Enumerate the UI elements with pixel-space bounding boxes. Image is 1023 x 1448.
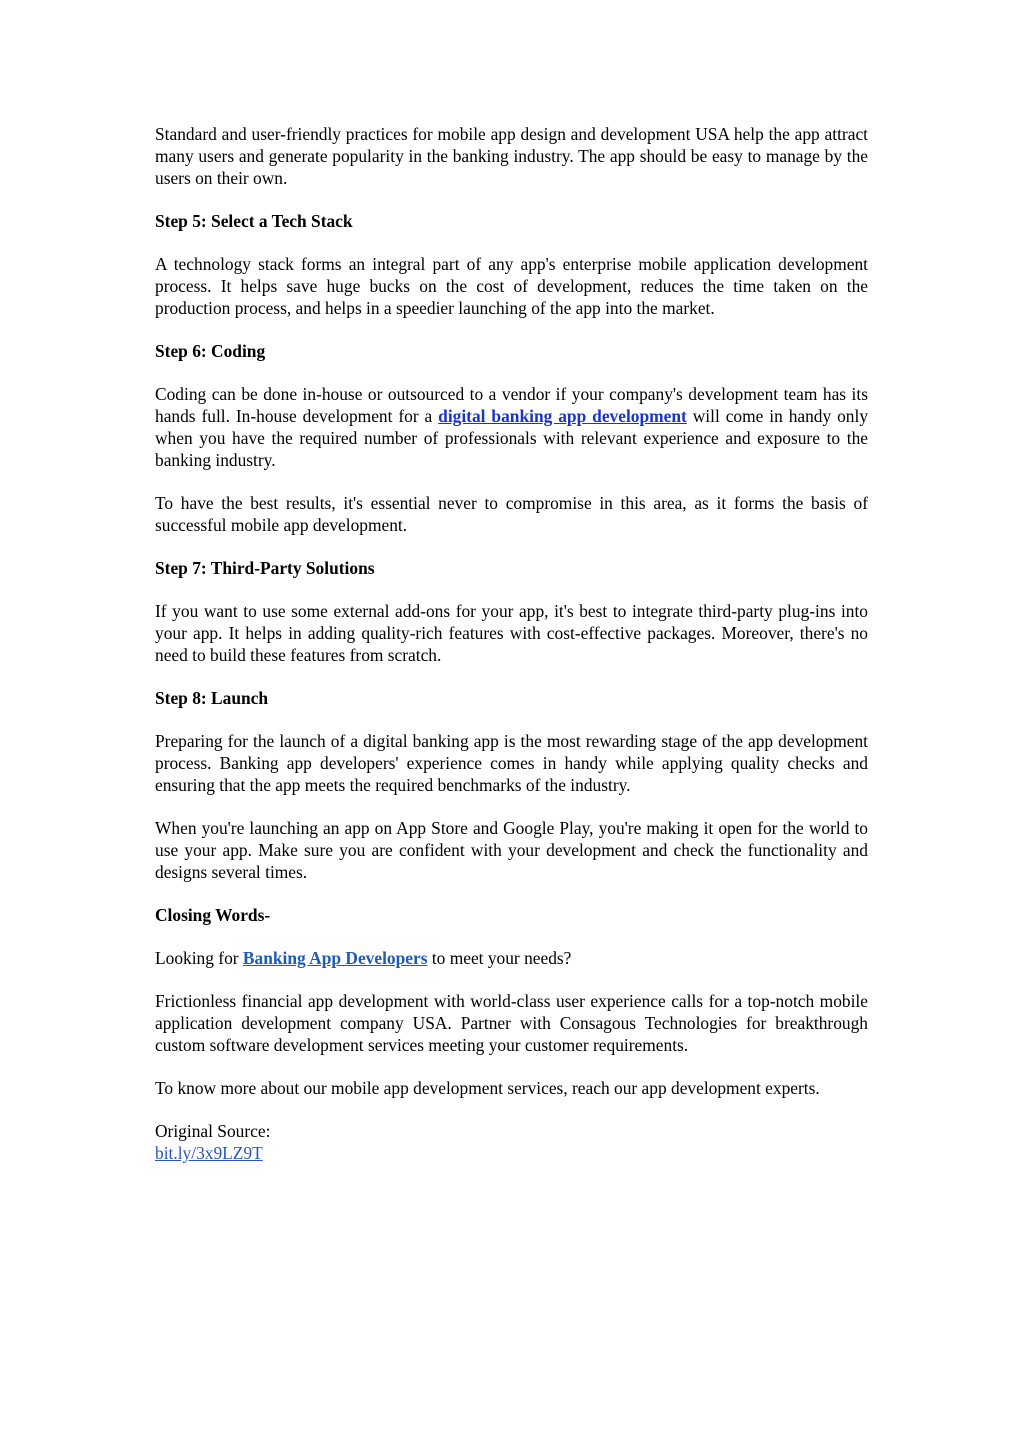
banking-app-developers-link[interactable]: Banking App Developers <box>242 948 428 968</box>
step7-heading: Step 7: Third-Party Solutions <box>155 558 375 578</box>
step6-paragraph-2: To have the best results, it's essential never to compromise in this area, as it forms the basis of successful mobile app development. <box>155 493 868 535</box>
document-page <box>155 123 868 1164</box>
source-link-line <box>155 1142 868 1164</box>
step8-paragraph-1: Preparing for the launch of a digital banking app is the most rewarding stage of the app development process. Banking app developers' experience comes in handy while applying quality checks and ensuring that the app meets the required benchmarks of the industry. <box>155 731 868 795</box>
intro-paragraph: Standard and user-friendly practices for mobile app design and development USA help the app attract many users and generate popularity in the banking industry. The app should be easy to manage by the users on their own. <box>155 124 868 188</box>
step8-heading: Step 8: Launch <box>155 688 269 708</box>
looking-text-before-link: Looking for <box>155 948 243 968</box>
closing-paragraph-1: Frictionless financial app development with world-class user experience calls for a top-notch mobile application development company USA. Partner with Consagous Technologies for breakthrough custom software development services meeting your customer requirements. <box>155 991 868 1055</box>
step5-heading: Step 5: Select a Tech Stack <box>155 211 353 231</box>
step5-paragraph: A technology stack forms an integral part of any app's enterprise mobile application development process. It helps save huge bucks on the cost of development, reduces the time taken on the production process, and helps in a speedier launching of the app into the market. <box>155 254 868 318</box>
looking-text-after-link: to meet your needs? <box>427 948 572 968</box>
closing-heading: Closing Words- <box>155 905 271 925</box>
source-link[interactable]: bit.ly/3x9LZ9T <box>155 1143 263 1163</box>
step6-heading: Step 6: Coding <box>155 341 266 361</box>
looking-for-paragraph <box>155 947 868 969</box>
step6-text-before-link: Coding can be done in-house or outsourced to a vendor if your company's development team has its hands full. In-house development for a <box>155 384 868 426</box>
digital-banking-link[interactable]: digital banking app development <box>438 406 687 426</box>
step8-paragraph-2: When you're launching an app on App Store and Google Play, you're making it open for the world to use your app. Make sure you are confident with your development and check the functionality and designs several times. <box>155 818 868 882</box>
source-label: Original Source: <box>155 1121 271 1141</box>
closing-paragraph-2: To know more about our mobile app development services, reach our app development experts. <box>155 1078 820 1098</box>
step7-paragraph: If you want to use some external add-ons for your app, it's best to integrate third-party plug-ins into your app. It helps in adding quality-rich features with cost-effective packages. Moreover, there's no need to build these features from scratch. <box>155 601 868 665</box>
step6-text-after-link: will come in handy only when you have the required number of professionals with relevant experience and exposure to the banking industry. <box>155 406 869 470</box>
step6-paragraph-1 <box>155 383 868 471</box>
